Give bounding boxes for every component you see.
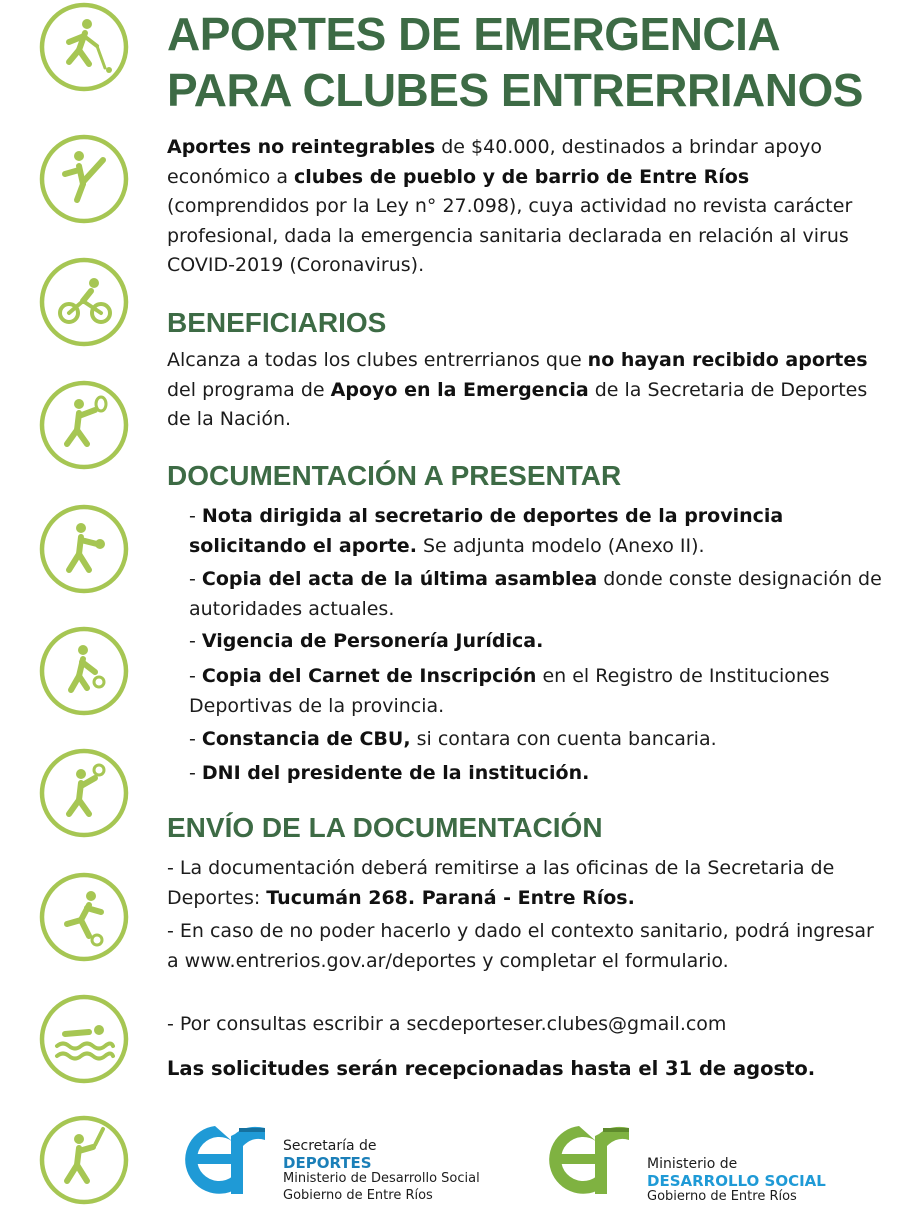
doc-item-dash: -: [189, 665, 202, 687]
logo-right-line-3: Gobierno de Entre Ríos: [647, 1189, 797, 1204]
beneficiarios-text-1: Alcanza a todas los clubes entrerrianos que: [167, 349, 588, 371]
deadline-note: Las solicitudes serán recepcionadas hasta el 31 de agosto.: [167, 1057, 816, 1080]
doc-item-bold: Vigencia de Personería Jurídica.: [201, 630, 544, 652]
title-line-2: PARA CLUBES ENTRERRIANOS: [167, 64, 863, 116]
envio-paragraph-1: [167, 854, 887, 913]
doc-item-4: [189, 662, 889, 721]
boxer-icon: [39, 504, 129, 594]
doc-item-6: [189, 759, 889, 789]
volleyball-player-icon: [39, 748, 129, 838]
doc-item-2: [189, 565, 889, 624]
doc-item-dash: -: [189, 728, 202, 750]
beneficiarios-bold-1: no hayan recibido aportes: [587, 349, 868, 371]
doc-item-bold: Copia del acta de la última asamblea: [201, 568, 598, 590]
er-logo-blue-icon: [175, 1120, 275, 1200]
envio-heading: ENVÍO DE LA DOCUMENTACIÓN: [167, 812, 603, 843]
tennis-player-icon: [39, 380, 129, 470]
doc-item-rest: en el Registro de Instituciones Deportivas de la provincia.: [189, 665, 830, 717]
doc-item-rest: si contara con cuenta bancaria.: [410, 728, 717, 750]
beneficiarios-heading: BENEFICIARIOS: [167, 307, 387, 338]
doc-item-rest: Se adjunta modelo (Anexo II).: [416, 534, 705, 557]
soccer-player-icon: [39, 872, 129, 962]
doc-item-bold: Nota dirigida al secretario de deportes de la provincia solicitando el aporte.: [189, 505, 784, 557]
envio-address: Tucumán 268. Paraná - Entre Ríos.: [266, 886, 635, 909]
logo-right-line-2: DESARROLLO SOCIAL: [647, 1171, 826, 1190]
doc-item-bold: DNI del presidente de la institución.: [201, 762, 590, 784]
doc-item-dash: -: [189, 568, 202, 590]
beneficiarios-paragraph: [167, 346, 887, 435]
er-logo-green-icon: [539, 1120, 639, 1200]
intro-bold-lead: Aportes no reintegrables: [167, 136, 436, 158]
intro-paragraph: [167, 133, 887, 281]
intro-bold-clubs: clubes de pueblo y de barrio de Entre Ríos: [294, 165, 750, 188]
doc-item-1: [189, 502, 889, 561]
title-line-1: APORTES DE EMERGENCIA: [167, 8, 781, 60]
martial-arts-kick-icon: [39, 134, 129, 224]
doc-item-rest: donde conste designación de autoridades actuales.: [189, 568, 882, 620]
beneficiarios-text-3: de la Secretaria de Deportes de la Nación.: [167, 378, 868, 430]
intro-text-1: de $40.000, destinados a brindar apoyo económico a: [167, 136, 822, 188]
doc-item-3: [189, 627, 889, 657]
swimmer-icon: [39, 994, 129, 1084]
envio-text-1: - La documentación deberá remitirse a las oficinas de la Secretaria de Deportes:: [167, 857, 835, 909]
sport-icons-column: [0, 0, 150, 1211]
beneficiarios-bold-2: Apoyo en la Emergencia: [330, 378, 589, 401]
logo-left-line-1: Secretaría de: [283, 1138, 377, 1154]
logo-left-line-4: Gobierno de Entre Ríos: [283, 1187, 433, 1203]
hockey-player-icon: [39, 2, 129, 92]
doc-item-5: [189, 725, 889, 755]
envio-paragraph-2: - En caso de no poder hacerlo y dado el contexto sanitario, podrá ingresar a www.entrerios.gov.ar/deportes y completar el formulario.: [167, 920, 874, 972]
doc-item-dash: -: [189, 762, 202, 784]
beneficiarios-text-2: del programa de: [167, 378, 331, 401]
intro-text-2: (comprendidos por la Ley n° 27.098), cuya actividad no revista carácter profesional, dada la emergencia sanitaria declarada en relación al virus COVID-2019 (Coronavirus).: [167, 195, 853, 276]
documentacion-heading: DOCUMENTACIÓN A PRESENTAR: [167, 460, 622, 491]
baseball-batter-icon: [39, 1115, 129, 1205]
doc-item-dash: -: [189, 505, 202, 527]
doc-item-dash: -: [189, 630, 202, 652]
logo-left-line-2: DEPORTES: [283, 1153, 372, 1172]
doc-item-bold: Copia del Carnet de Inscripción: [201, 665, 537, 687]
cyclist-icon: [39, 257, 129, 347]
doc-item-bold: Constancia de CBU,: [201, 728, 411, 750]
envio-paragraph-3: - Por consultas escribir a secdeporteser.clubes@gmail.com: [167, 1013, 727, 1035]
logo-right-line-1: Ministerio de: [647, 1156, 738, 1172]
logo-left-line-3: Ministerio de Desarrollo Social: [283, 1171, 480, 1186]
basketball-player-icon: [39, 626, 129, 716]
